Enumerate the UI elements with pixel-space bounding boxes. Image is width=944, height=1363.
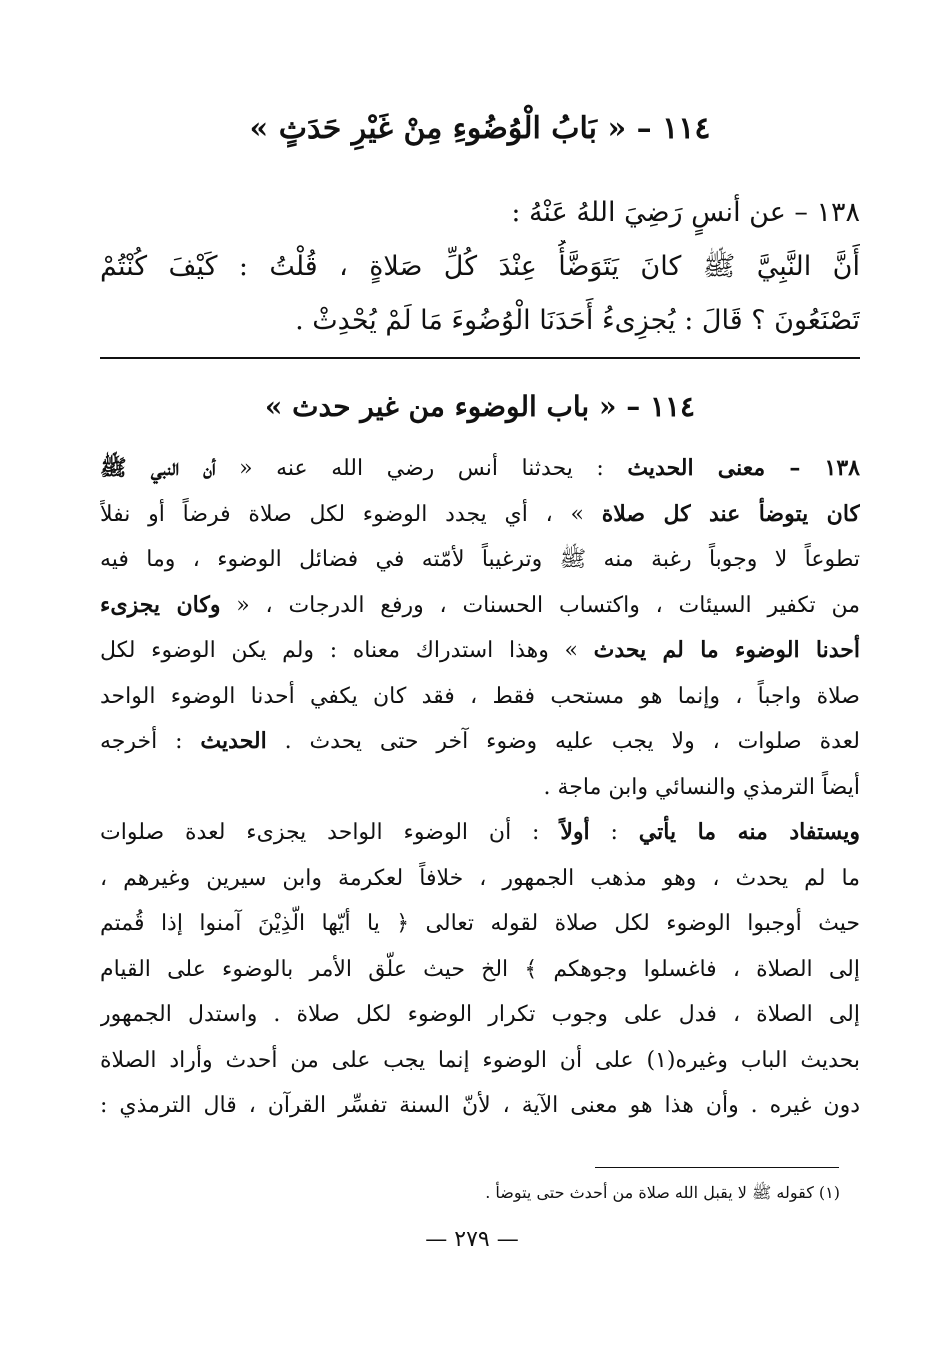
text-run: أيضاً الترمذي والنسائي وابن ماجة . <box>543 774 860 800</box>
text-run: : أخرجه <box>100 729 201 754</box>
text-run: ما لم يحدث ، وهو مذهب الجمهور ، خلافاً لعكرمة وابن سيرين وغيرهم ، <box>100 865 860 891</box>
text-run: إلى الصلاة ، فاغسلوا وجوهكم ﴾ الخ حيث علّق الأمر بالوضوء على القيام <box>100 956 860 982</box>
bold-phrase: ويستفاد منه ما يأتي <box>638 819 860 845</box>
text-run: لعدة صلوات ، ولا يجب عليه وضوء آخر حتى يحدث . <box>266 729 860 754</box>
commentary-text <box>100 446 860 1129</box>
footnote: (١) كقوله ﷺ لا يقبل الله صلاة من أحدث حتى يتوضأ . <box>485 1183 840 1202</box>
commentary-line <box>100 765 860 811</box>
commentary-line <box>100 856 860 902</box>
text-run: : <box>589 820 639 845</box>
commentary-line <box>100 947 860 993</box>
bold-phrase: وكان يجزىء <box>100 591 221 618</box>
commentary-chapter-title: ١١٤ – « باب الوضوء من غير حدث » <box>264 390 696 423</box>
text-run: إلى الصلاة ، فدل على وجوب تكرار الوضوء لكل صلاة . واستدل الجمهور <box>100 1002 860 1027</box>
text-run: صلاة واجباً ، وإنما هو مستحب فقط ، فقد كان يكفي أحدنا الوضوء الواحد <box>100 683 860 709</box>
text-run: دون غيره . وأن هذا هو معنى الآية ، لأنّ السنة تفسِّر القرآن ، قال الترمذي : <box>100 1093 860 1118</box>
text-run: » ، أي يجدد الوضوء لكل صلاة فرضاً أو نفلاً <box>100 501 602 527</box>
footnote-divider <box>595 1167 839 1168</box>
hadith-line: أَنَّ النَّبِيَّ ﷺ كانَ يَتَوَضَّأُ عِنْدَ كُلِّ صَلاةٍ ، قُلْتُ : كَيْفَ كُنْتُمْ <box>100 251 860 282</box>
hadith-chapter-title: ١١٤ – « بَابُ الْوُضُوءِ مِنْ غَيْرِ حَدَثٍ » <box>249 111 711 146</box>
text-run: من تكفير السيئات ، واكتساب الحسنات ، ورفع الدرجات ، « <box>220 592 860 618</box>
commentary-line <box>100 446 860 492</box>
commentary-line <box>100 1038 860 1084</box>
commentary-line <box>100 810 860 856</box>
commentary-line <box>100 901 860 947</box>
section-divider <box>100 357 860 359</box>
hadith-text <box>100 186 860 348</box>
commentary-line <box>100 537 860 583</box>
commentary-line <box>100 719 860 765</box>
bold-phrase: الحديث <box>200 728 267 754</box>
text-run: تطوعاً لا وجوباً رغبة منه ﷺ وترغيباً لأمّته في فضائل الوضوء ، وما فيه <box>100 547 860 572</box>
commentary-line <box>100 1083 860 1129</box>
commentary-line <box>100 992 860 1038</box>
text-run: : أن الوضوء الواحد يجزىء لعدة صلوات <box>100 820 561 845</box>
bold-phrase: ١٣٨ – معنى الحديث <box>627 455 860 481</box>
commentary-line <box>100 492 860 538</box>
hadith-line: ١٣٨ – عن أنسٍ رَضِيَ اللهُ عَنْهُ : <box>511 197 860 228</box>
commentary-line <box>100 583 860 629</box>
commentary-line <box>100 674 860 720</box>
text-run: » وهذا استدراك معناه : ولم يكن الوضوء لكل <box>100 638 594 663</box>
bold-phrase: كان يتوضأ عند كل صلاة <box>601 500 860 527</box>
text-run: : يحدثنا أنس رضي الله عنه « <box>215 456 628 481</box>
page-number: — ٢٧٩ — <box>425 1227 519 1252</box>
text-run: بحديث الباب وغيره(١) على أن الوضوء إنما يجب على من أحدث وأراد الصلاة <box>100 1047 860 1073</box>
hadith-line: تَصْنَعُونَ ؟ قَالَ : يُجزِىءُ أَحَدَنَا الْوُضُوءَ مَا لَمْ يُحْدِثْ . <box>295 305 860 336</box>
text-run: حيث أوجبوا الوضوء لكل صلاة لقوله تعالى ﴿ يا أيّها الّذِيْنَ آمنوا إذا قُمتم <box>100 911 860 936</box>
bold-phrase: أولاً <box>560 819 590 845</box>
bold-phrase: أن النبي ﷺ <box>100 455 216 481</box>
bold-phrase: أحدنا الوضوء ما لم يحدث <box>593 637 860 663</box>
commentary-line <box>100 628 860 674</box>
